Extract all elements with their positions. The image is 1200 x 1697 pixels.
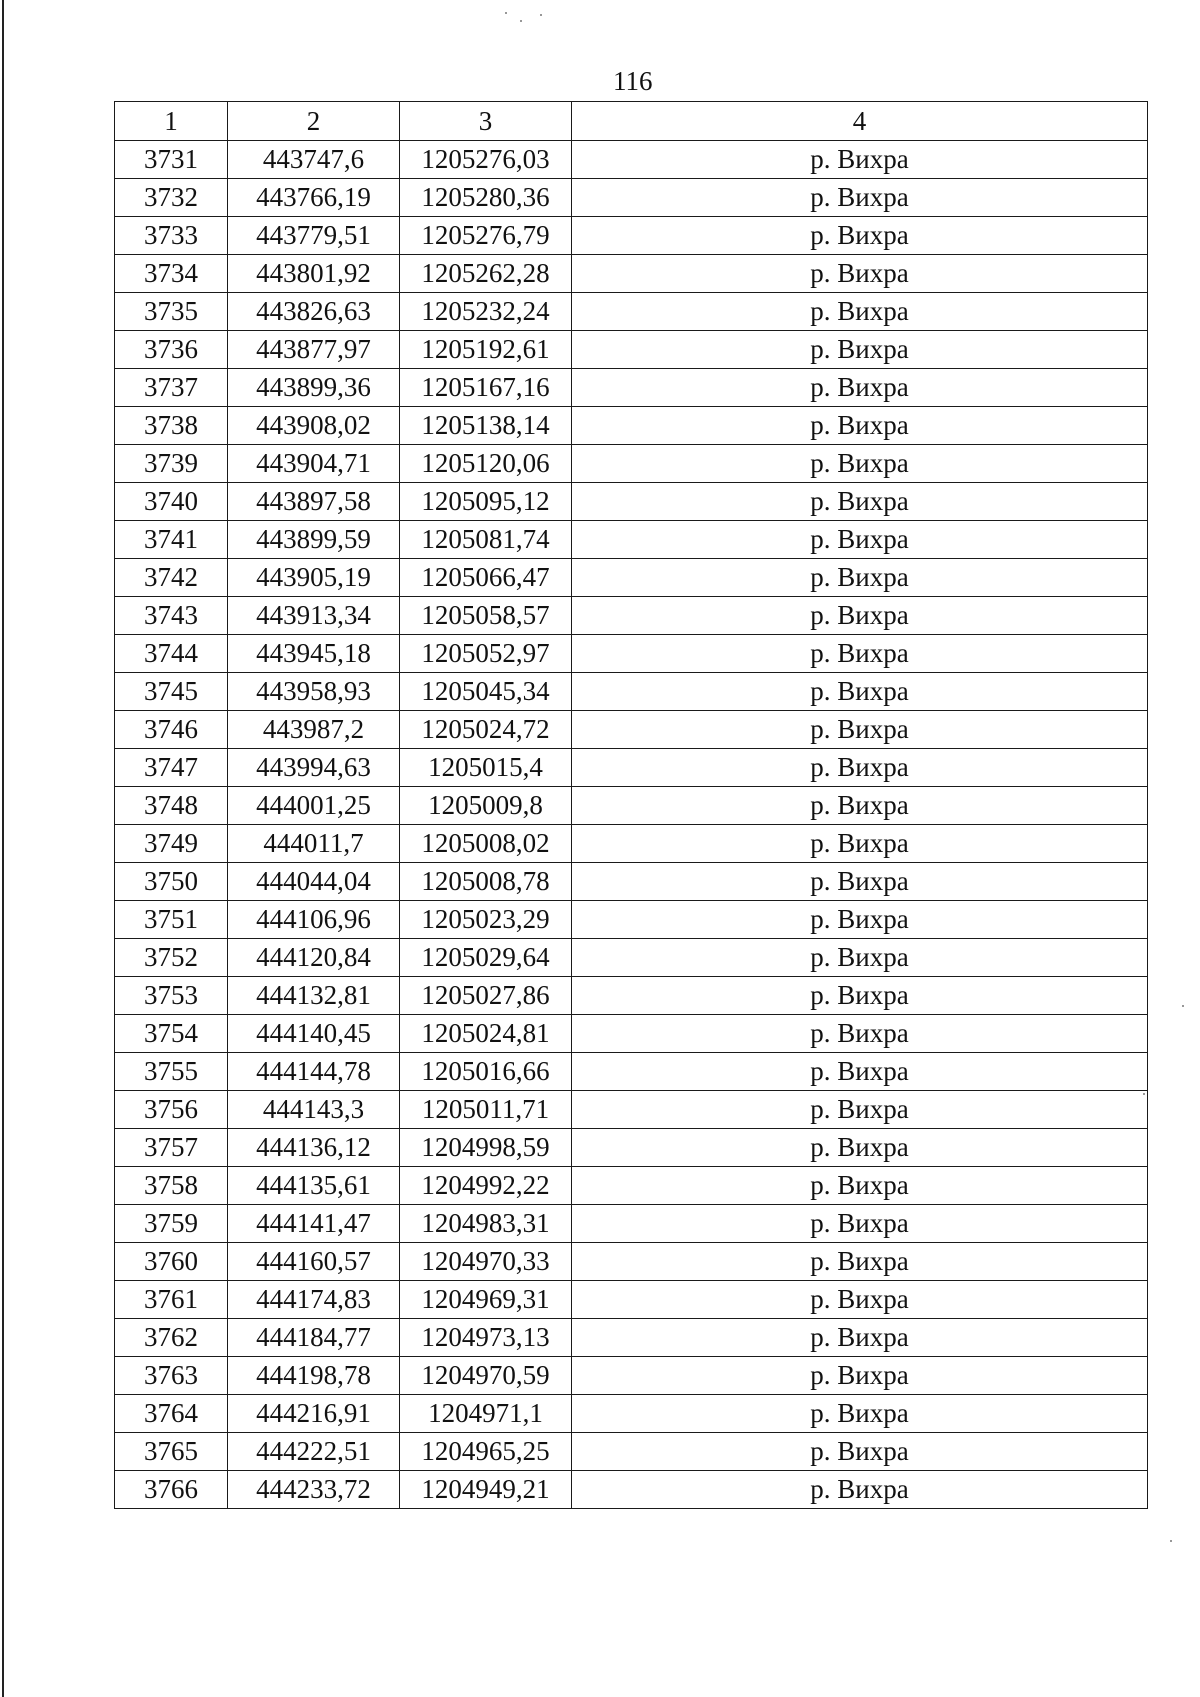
cell-y-coordinate: 1204970,59	[400, 1357, 572, 1395]
cell-y-coordinate: 1205276,79	[400, 217, 572, 255]
cell-number: 3732	[115, 179, 228, 217]
table-row	[115, 749, 1148, 787]
cell-y-coordinate: 1205016,66	[400, 1053, 572, 1091]
cell-y-coordinate: 1205009,8	[400, 787, 572, 825]
cell-number: 3737	[115, 369, 228, 407]
cell-y-coordinate: 1204965,25	[400, 1433, 572, 1471]
cell-y-coordinate: 1204970,33	[400, 1243, 572, 1281]
cell-number: 3759	[115, 1205, 228, 1243]
cell-x-coordinate: 444136,12	[228, 1129, 400, 1167]
cell-y-coordinate: 1205027,86	[400, 977, 572, 1015]
cell-description: р. Вихра	[572, 1205, 1148, 1243]
cell-x-coordinate: 444106,96	[228, 901, 400, 939]
scan-speck	[1182, 1005, 1184, 1007]
cell-x-coordinate: 443877,97	[228, 331, 400, 369]
cell-description: р. Вихра	[572, 597, 1148, 635]
cell-x-coordinate: 444198,78	[228, 1357, 400, 1395]
cell-number: 3756	[115, 1091, 228, 1129]
cell-description: р. Вихра	[572, 483, 1148, 521]
cell-x-coordinate: 444011,7	[228, 825, 400, 863]
cell-x-coordinate: 443899,59	[228, 521, 400, 559]
cell-x-coordinate: 444216,91	[228, 1395, 400, 1433]
table-row	[115, 977, 1148, 1015]
cell-description: р. Вихра	[572, 863, 1148, 901]
cell-description: р. Вихра	[572, 1281, 1148, 1319]
cell-number: 3761	[115, 1281, 228, 1319]
table-row	[115, 901, 1148, 939]
cell-description: р. Вихра	[572, 217, 1148, 255]
table-row	[115, 1243, 1148, 1281]
cell-number: 3763	[115, 1357, 228, 1395]
cell-description: р. Вихра	[572, 749, 1148, 787]
column-header-3: 3	[400, 102, 572, 141]
table-row	[115, 1091, 1148, 1129]
cell-description: р. Вихра	[572, 1167, 1148, 1205]
cell-number: 3742	[115, 559, 228, 597]
cell-number: 3736	[115, 331, 228, 369]
cell-y-coordinate: 1205276,03	[400, 141, 572, 179]
cell-y-coordinate: 1204971,1	[400, 1395, 572, 1433]
cell-y-coordinate: 1205011,71	[400, 1091, 572, 1129]
cell-x-coordinate: 443908,02	[228, 407, 400, 445]
cell-x-coordinate: 443913,34	[228, 597, 400, 635]
cell-description: р. Вихра	[572, 1433, 1148, 1471]
cell-description: р. Вихра	[572, 407, 1148, 445]
cell-number: 3752	[115, 939, 228, 977]
cell-y-coordinate: 1205081,74	[400, 521, 572, 559]
cell-description: р. Вихра	[572, 1395, 1148, 1433]
table-row	[115, 1395, 1148, 1433]
cell-y-coordinate: 1204949,21	[400, 1471, 572, 1509]
cell-number: 3743	[115, 597, 228, 635]
table-row	[115, 1167, 1148, 1205]
cell-description: р. Вихра	[572, 369, 1148, 407]
cell-description: р. Вихра	[572, 787, 1148, 825]
table-row	[115, 673, 1148, 711]
cell-number: 3751	[115, 901, 228, 939]
table-row	[115, 369, 1148, 407]
cell-description: р. Вихра	[572, 711, 1148, 749]
table-row	[115, 483, 1148, 521]
cell-description: р. Вихра	[572, 939, 1148, 977]
cell-y-coordinate: 1205008,78	[400, 863, 572, 901]
cell-number: 3755	[115, 1053, 228, 1091]
cell-x-coordinate: 443945,18	[228, 635, 400, 673]
table-row	[115, 1205, 1148, 1243]
scan-speck	[540, 14, 542, 16]
cell-x-coordinate: 443801,92	[228, 255, 400, 293]
cell-description: р. Вихра	[572, 141, 1148, 179]
cell-description: р. Вихра	[572, 1243, 1148, 1281]
cell-description: р. Вихра	[572, 1015, 1148, 1053]
cell-number: 3745	[115, 673, 228, 711]
cell-y-coordinate: 1205280,36	[400, 179, 572, 217]
cell-y-coordinate: 1205262,28	[400, 255, 572, 293]
scan-speck	[1170, 1540, 1172, 1542]
table-row	[115, 635, 1148, 673]
cell-x-coordinate: 444222,51	[228, 1433, 400, 1471]
cell-x-coordinate: 443826,63	[228, 293, 400, 331]
cell-y-coordinate: 1205024,81	[400, 1015, 572, 1053]
cell-x-coordinate: 444143,3	[228, 1091, 400, 1129]
table-row	[115, 1015, 1148, 1053]
cell-number: 3741	[115, 521, 228, 559]
cell-y-coordinate: 1204992,22	[400, 1167, 572, 1205]
table-row	[115, 559, 1148, 597]
cell-description: р. Вихра	[572, 673, 1148, 711]
cell-number: 3746	[115, 711, 228, 749]
cell-x-coordinate: 444135,61	[228, 1167, 400, 1205]
cell-number: 3765	[115, 1433, 228, 1471]
cell-y-coordinate: 1205192,61	[400, 331, 572, 369]
cell-number: 3764	[115, 1395, 228, 1433]
cell-description: р. Вихра	[572, 559, 1148, 597]
cell-description: р. Вихра	[572, 445, 1148, 483]
cell-number: 3762	[115, 1319, 228, 1357]
cell-number: 3748	[115, 787, 228, 825]
cell-x-coordinate: 443994,63	[228, 749, 400, 787]
cell-description: р. Вихра	[572, 635, 1148, 673]
cell-y-coordinate: 1205008,02	[400, 825, 572, 863]
table-row	[115, 407, 1148, 445]
table-row	[115, 711, 1148, 749]
cell-x-coordinate: 443958,93	[228, 673, 400, 711]
cell-y-coordinate: 1205029,64	[400, 939, 572, 977]
cell-x-coordinate: 444160,57	[228, 1243, 400, 1281]
table-row	[115, 1433, 1148, 1471]
table-row	[115, 331, 1148, 369]
cell-y-coordinate: 1205167,16	[400, 369, 572, 407]
cell-x-coordinate: 444120,84	[228, 939, 400, 977]
cell-number: 3750	[115, 863, 228, 901]
table-row	[115, 293, 1148, 331]
cell-x-coordinate: 443897,58	[228, 483, 400, 521]
cell-description: р. Вихра	[572, 255, 1148, 293]
cell-description: р. Вихра	[572, 1319, 1148, 1357]
column-header-2: 2	[228, 102, 400, 141]
cell-y-coordinate: 1205052,97	[400, 635, 572, 673]
coordinates-table	[114, 101, 1148, 1509]
cell-number: 3757	[115, 1129, 228, 1167]
table-row	[115, 825, 1148, 863]
table-row	[115, 863, 1148, 901]
cell-x-coordinate: 444140,45	[228, 1015, 400, 1053]
cell-x-coordinate: 443747,6	[228, 141, 400, 179]
table-row	[115, 597, 1148, 635]
cell-y-coordinate: 1204998,59	[400, 1129, 572, 1167]
cell-x-coordinate: 444001,25	[228, 787, 400, 825]
cell-number: 3733	[115, 217, 228, 255]
cell-x-coordinate: 443987,2	[228, 711, 400, 749]
cell-description: р. Вихра	[572, 825, 1148, 863]
cell-number: 3739	[115, 445, 228, 483]
cell-description: р. Вихра	[572, 331, 1148, 369]
cell-y-coordinate: 1205058,57	[400, 597, 572, 635]
column-header-1: 1	[115, 102, 228, 141]
cell-number: 3749	[115, 825, 228, 863]
cell-y-coordinate: 1204983,31	[400, 1205, 572, 1243]
cell-number: 3758	[115, 1167, 228, 1205]
cell-y-coordinate: 1205066,47	[400, 559, 572, 597]
cell-x-coordinate: 443899,36	[228, 369, 400, 407]
cell-description: р. Вихра	[572, 1053, 1148, 1091]
scan-speck	[520, 20, 522, 22]
table-row	[115, 1281, 1148, 1319]
cell-description: р. Вихра	[572, 1471, 1148, 1509]
cell-x-coordinate: 444044,04	[228, 863, 400, 901]
cell-y-coordinate: 1205138,14	[400, 407, 572, 445]
cell-number: 3747	[115, 749, 228, 787]
table-header-row	[115, 102, 1148, 141]
cell-x-coordinate: 444174,83	[228, 1281, 400, 1319]
cell-number: 3731	[115, 141, 228, 179]
cell-description: р. Вихра	[572, 977, 1148, 1015]
cell-number: 3754	[115, 1015, 228, 1053]
cell-x-coordinate: 443766,19	[228, 179, 400, 217]
scan-speck	[1143, 1093, 1145, 1095]
cell-y-coordinate: 1205045,34	[400, 673, 572, 711]
cell-y-coordinate: 1205120,06	[400, 445, 572, 483]
cell-number: 3740	[115, 483, 228, 521]
table-body	[115, 141, 1148, 1509]
table-row	[115, 787, 1148, 825]
cell-y-coordinate: 1205095,12	[400, 483, 572, 521]
table-row	[115, 1053, 1148, 1091]
cell-x-coordinate: 443904,71	[228, 445, 400, 483]
cell-description: р. Вихра	[572, 179, 1148, 217]
cell-y-coordinate: 1205015,4	[400, 749, 572, 787]
page-number: 116	[613, 66, 653, 96]
cell-x-coordinate: 444233,72	[228, 1471, 400, 1509]
cell-x-coordinate: 444144,78	[228, 1053, 400, 1091]
cell-y-coordinate: 1205232,24	[400, 293, 572, 331]
table-row	[115, 939, 1148, 977]
cell-number: 3738	[115, 407, 228, 445]
cell-x-coordinate: 444141,47	[228, 1205, 400, 1243]
cell-number: 3735	[115, 293, 228, 331]
cell-y-coordinate: 1204969,31	[400, 1281, 572, 1319]
cell-description: р. Вихра	[572, 1091, 1148, 1129]
cell-y-coordinate: 1205024,72	[400, 711, 572, 749]
cell-number: 3753	[115, 977, 228, 1015]
scan-speck	[505, 12, 507, 14]
cell-description: р. Вихра	[572, 293, 1148, 331]
cell-y-coordinate: 1205023,29	[400, 901, 572, 939]
cell-description: р. Вихра	[572, 521, 1148, 559]
cell-number: 3734	[115, 255, 228, 293]
cell-x-coordinate: 443779,51	[228, 217, 400, 255]
cell-y-coordinate: 1204973,13	[400, 1319, 572, 1357]
cell-x-coordinate: 444184,77	[228, 1319, 400, 1357]
table-row	[115, 179, 1148, 217]
table-row	[115, 217, 1148, 255]
cell-description: р. Вихра	[572, 901, 1148, 939]
cell-number: 3766	[115, 1471, 228, 1509]
cell-description: р. Вихра	[572, 1357, 1148, 1395]
column-header-4: 4	[572, 102, 1148, 141]
table-row	[115, 1471, 1148, 1509]
table-row	[115, 1129, 1148, 1167]
table-row	[115, 521, 1148, 559]
table-row	[115, 445, 1148, 483]
table-row	[115, 1319, 1148, 1357]
table-row	[115, 1357, 1148, 1395]
table-row	[115, 255, 1148, 293]
page-edge-line	[2, 0, 4, 1697]
cell-description: р. Вихра	[572, 1129, 1148, 1167]
cell-number: 3744	[115, 635, 228, 673]
cell-x-coordinate: 443905,19	[228, 559, 400, 597]
table-row	[115, 141, 1148, 179]
cell-x-coordinate: 444132,81	[228, 977, 400, 1015]
cell-number: 3760	[115, 1243, 228, 1281]
